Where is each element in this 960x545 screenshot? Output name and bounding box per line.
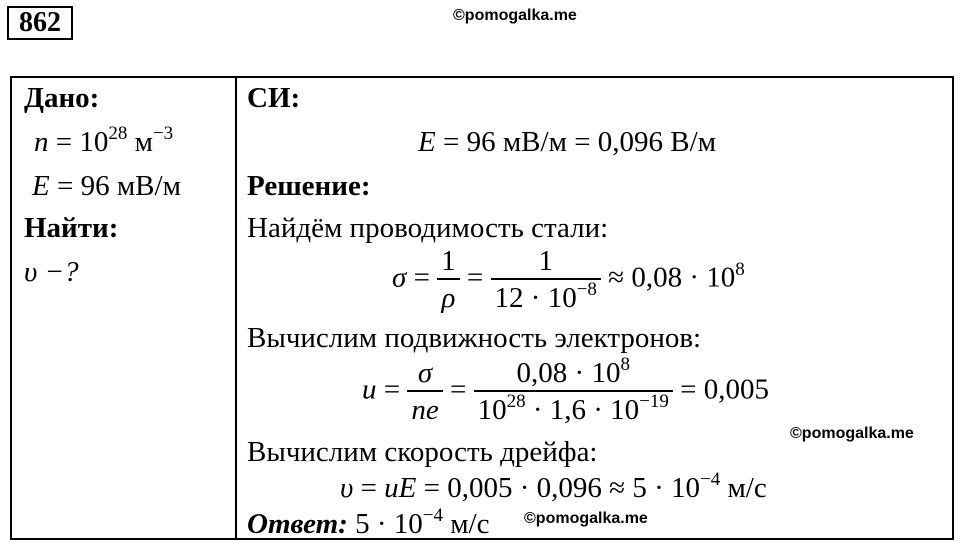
formula-mobility: u = $\frac{\sigma}{ne}$ = $\frac{0,08 \cdot 10^8}{10^{28} \cdot 1,6 \cdot 10^{-19}}$ = 0,005 [362,354,769,426]
watermark-top: ©pomogalka.me [453,7,577,24]
answer-line: Ответ: $5 \cdot 10^{-4}$ м/с [247,505,490,540]
given-heading: Дано: [24,82,100,114]
step-drift: Вычислим скорость дрейфа: [247,436,598,468]
given-n: $n = 10^{28}$ $м^{-3}$ [34,123,174,158]
formula-drift: υ = uE = $0,005 \cdot 0,096 \approx 5 \cdot 10^{-4}$ м/с [340,469,767,504]
si-heading: СИ: [247,82,301,114]
solution-heading: Решение: [247,170,371,202]
step-conductivity: Найдём проводимость стали: [247,212,609,244]
si-conversion: E = 96 мВ/м = 0,096 В/м [418,126,717,158]
formula-sigma: σ = $\frac{1}{\rho}$ = $\frac{1}{12 \cdot 10^{-8}}$ ≈ $0,08 \cdot 10^8$ [392,245,745,314]
watermark-middle: ©pomogalka.me [790,425,914,442]
column-divider [235,76,237,540]
given-E: E = 96 мВ/м [32,170,181,202]
find-heading: Найти: [24,212,119,244]
step-mobility: Вычислим подвижность электронов: [247,322,702,354]
find-variable: υ −? [24,256,79,288]
problem-number: 862 [7,6,73,40]
watermark-bottom: ©pomogalka.me [524,510,648,527]
